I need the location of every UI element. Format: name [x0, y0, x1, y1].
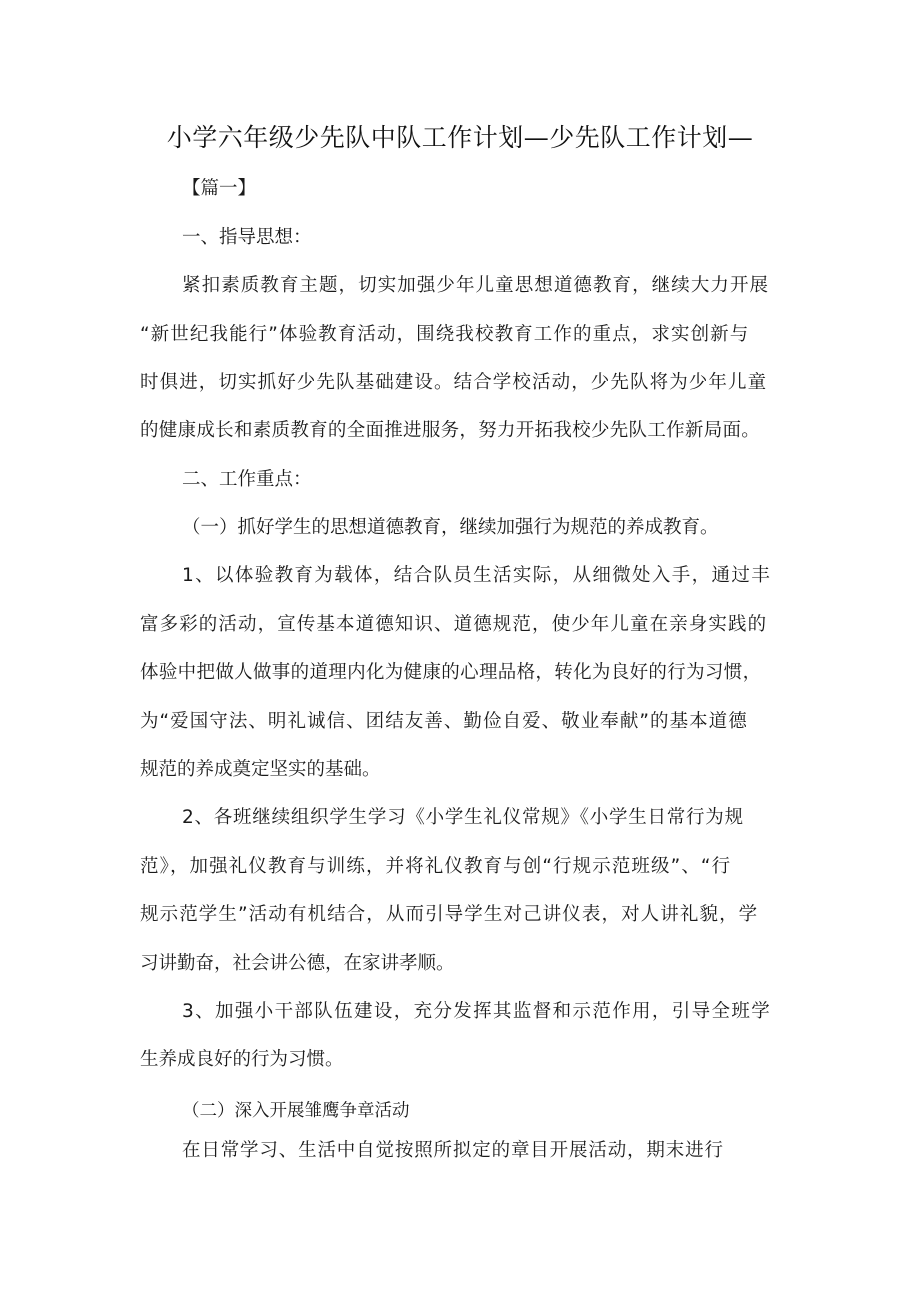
paragraph-line: 在日常学习、生活中自觉按照所拟定的章目开展活动，期末进行 — [182, 1140, 724, 1161]
paragraph-line: 体验中把做人做事的道理内化为健康的心理品格，转化为良好的行为习惯， — [140, 662, 762, 683]
paragraph-line: 2、各班继续组织学生学习《小学生礼仪常规》《小学生日常行为规 — [182, 807, 744, 828]
paragraph-line: 紧扣素质教育主题，切实加强少年儿童思想道德教育，继续大力开展 — [182, 275, 770, 296]
paragraph-line: 时俱进，切实抓好少先队基础建设。结合学校活动，少先队将为少年儿童 — [140, 372, 768, 393]
paragraph-line: 富多彩的活动，宣传基本道德知识、道德规范，使少年儿童在亲身实践的 — [140, 614, 768, 635]
subheading-two: （二）深入开展雏鹰争章活动 — [182, 1101, 410, 1121]
paragraph-line: “新世纪我能行”体验教育活动，围绕我校教育工作的重点，求实创新与 — [140, 324, 750, 345]
paragraph-line: 生养成良好的行为习惯。 — [140, 1049, 344, 1070]
document-title: 小学六年级少先队中队工作计划—少先队工作计划— — [166, 123, 754, 152]
paragraph-line: 范》，加强礼仪教育与训练，并将礼仪教育与创“行规示范班级”、“行 — [140, 856, 732, 877]
paragraph-line: 规示范学生”活动有机结合，从而引导学生对己讲仪表，对人讲礼貌，学 — [140, 904, 759, 925]
paragraph-line: 1、以体验教育为载体，结合队员生活实际，从细微处入手，通过丰 — [182, 565, 772, 586]
paragraph-line: 3、加强小干部队伍建设，充分发挥其监督和示范作用，引导全班学 — [182, 1001, 772, 1022]
paragraph-line: 规范的养成奠定坚实的基础。 — [140, 759, 381, 780]
heading-work-focus: 二、工作重点： — [182, 469, 312, 490]
paragraph-line: 为“爱国守法、明礼诚信、团结友善、勤俭自爱、敬业奉献”的基本道德 — [140, 711, 748, 732]
heading-guiding-ideology: 一、指导思想： — [182, 227, 312, 248]
paragraph-line: 的健康成长和素质教育的全面推进服务，努力开拓我校少先队工作新局面。 — [140, 420, 761, 441]
section-marker: 【篇一】 — [182, 178, 257, 199]
paragraph-line: 习讲勤奋，社会讲公德，在家讲孝顺。 — [140, 953, 455, 974]
subheading-one: （一）抓好学生的思想道德教育，继续加强行为规范的养成教育。 — [182, 517, 719, 538]
